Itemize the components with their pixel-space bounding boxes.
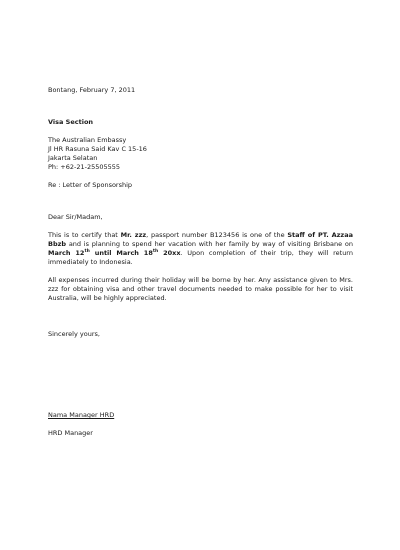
recipient-block [48,118,353,172]
body-paragraph-1: This is to certify that Mr. zzz, passport number B123456 is one of the Staff of PT. Azzaa Bbzb and is planning to spend her vacation with her family by way of visiting Brisbane on March 12th until March 18th 20xx. Upon completion of their trip, they will return immediately to Indonesia. [48,231,353,266]
closing: Sincerely yours, [48,330,100,338]
subject-line: Re : Letter of Sponsorship [48,181,133,189]
recipient-section: Visa Section [48,118,94,126]
date-to: March 18th [116,248,159,257]
recipient-address-line-2: Jakarta Selatan [48,154,98,162]
signer-title: HRD Manager [48,429,93,437]
letter-document [48,86,353,438]
salutation: Dear Sir/Madam, [48,213,103,221]
date-line: Bontang, February 7, 2011 [48,86,136,94]
sponsor-name: Mr. zzz [120,231,147,239]
signer-name: Nama Manager HRD [48,411,115,419]
date-from: March 12th [48,248,90,257]
company-name: Staff of PT. Azzaa Bbzb [48,231,353,248]
recipient-address-line-1: Jl HR Rasuna Said Kav C 15-16 [48,145,147,153]
recipient-phone: Ph: +62-21-25505555 [48,163,121,171]
body-paragraph-2: All expenses incurred during their holiday will be borne by her. Any assistance given to Mrs. zzz for obtaining visa and other travel documents needed to make possible for her to visit Australia, will be highly appreciated. [48,276,353,302]
recipient-org: The Australian Embassy [48,136,127,144]
